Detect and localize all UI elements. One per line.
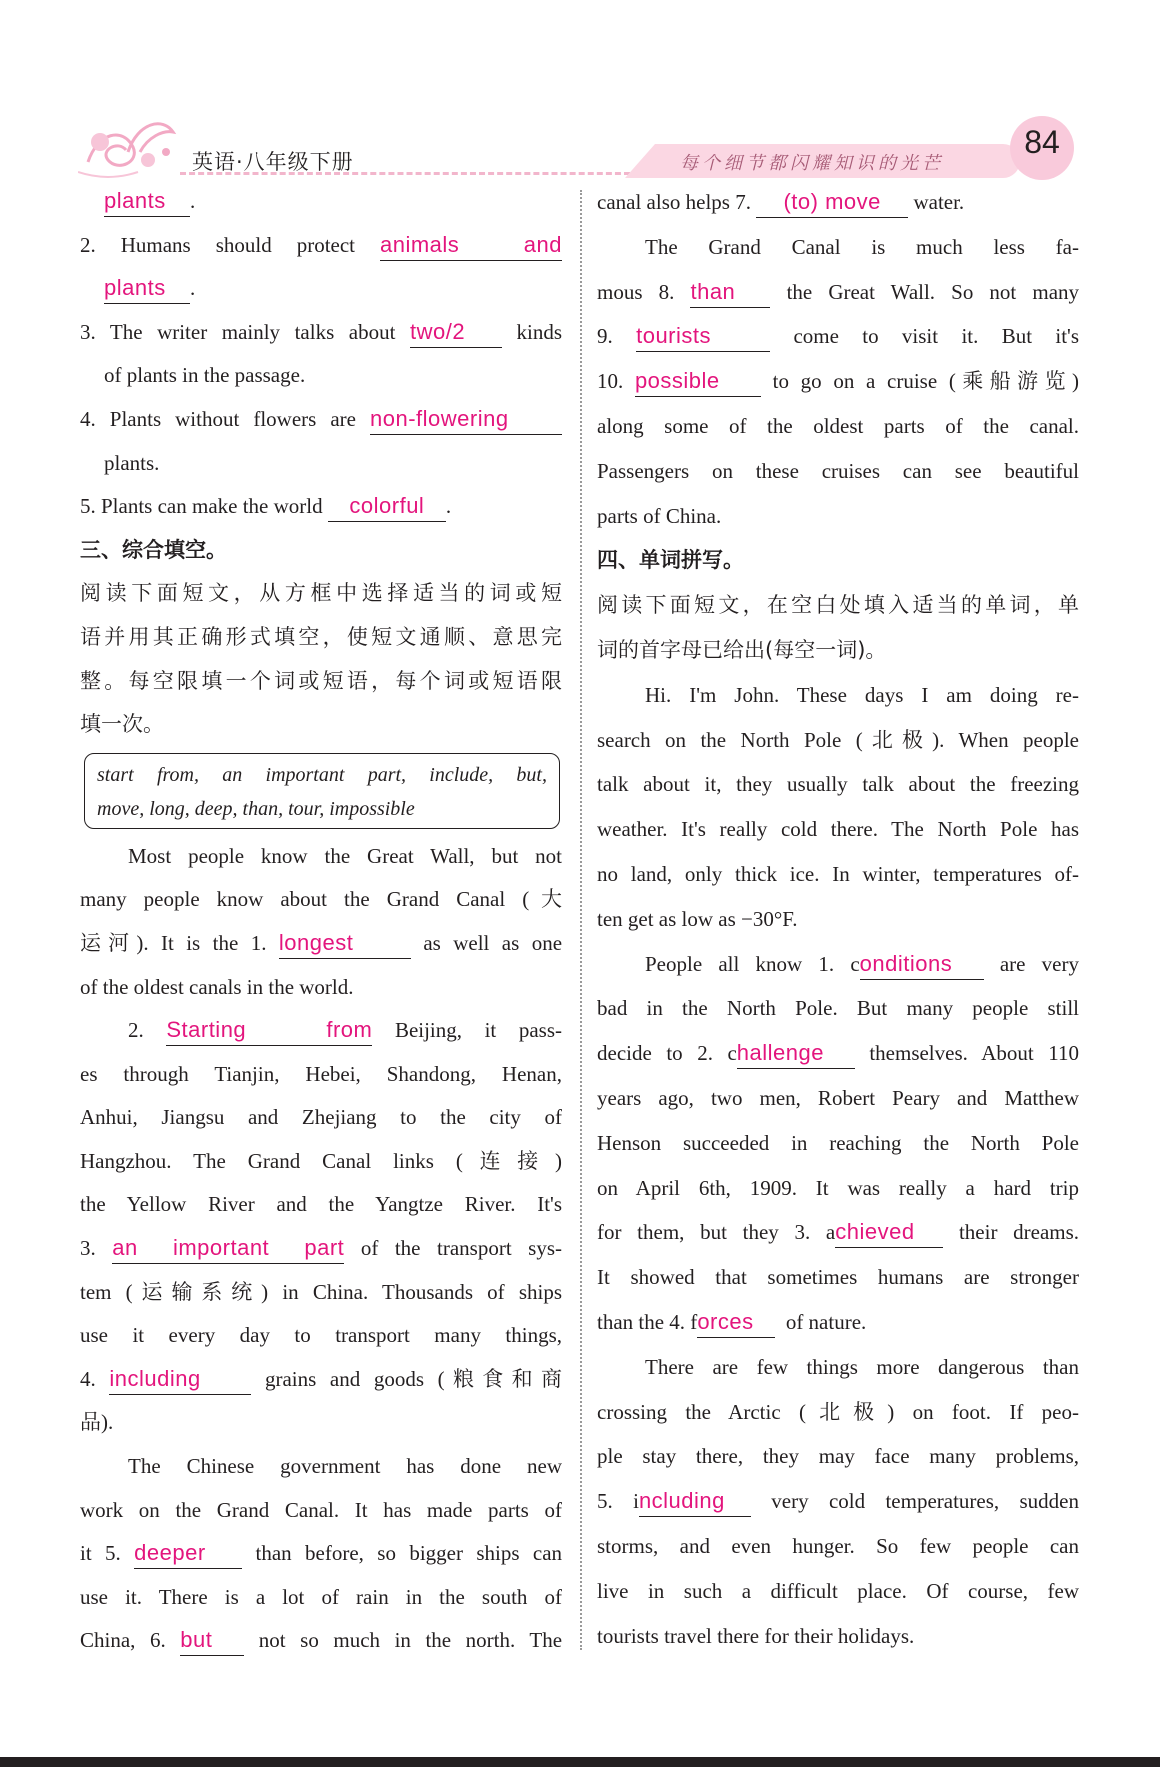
passage-line: People all know 1. conditions are very	[597, 942, 1079, 987]
passage-line: search on the North Pole (北极). When people	[597, 727, 1079, 752]
passage-line: canal also helps 7. (to) move water.	[597, 180, 1079, 225]
answer-blank: colorful	[328, 492, 446, 522]
page-header	[0, 0, 1160, 190]
passage-line: work on the Grand Canal. It has made parts of	[80, 1497, 562, 1522]
section-3-title: 三、综合填空。	[80, 537, 227, 562]
passage-line: es through Tianjin, Hebei, Shandong, Henan,	[80, 1061, 562, 1086]
passage-line: bad in the North Pole. But many people still	[597, 996, 1079, 1021]
passage-line: mous 8. than the Great Wall. So not many	[597, 270, 1079, 315]
page-number: 84	[1024, 124, 1060, 160]
passage-line: Most people know the Great Wall, but not	[128, 843, 562, 868]
passage-line: decide to 2. challenge themselves. About 110	[597, 1031, 1079, 1076]
passage-line: Anhui, Jiangsu and Zhejiang to the city of	[80, 1105, 562, 1130]
bottom-edge-bar	[0, 1757, 1160, 1767]
passage-line: along some of the oldest parts of the canal.	[597, 413, 1079, 438]
question-4: 4. Plants without flowers are non-flowering	[80, 398, 562, 442]
passage-line: tem (运输系统) in China. Thousands of ships	[80, 1279, 562, 1304]
word-bank-line: move, long, deep, than, tour, impossible	[97, 797, 415, 820]
right-column	[597, 180, 1079, 1658]
answer-blank: longest	[279, 929, 411, 959]
answer-blank: orces	[697, 1308, 775, 1338]
passage-line: use it every day to transport many things,	[80, 1323, 562, 1348]
answer-blank: Starting from	[166, 1016, 372, 1046]
passage-line: 5. including very cold temperatures, sudden	[597, 1479, 1079, 1524]
passage-line: 品).	[80, 1410, 114, 1435]
answer-blank: possible	[635, 367, 761, 397]
answer-blank: than	[690, 278, 770, 308]
passage-line: It showed that sometimes humans are stronger	[597, 1265, 1079, 1290]
question-3: 3. The writer mainly talks about two/2 kinds	[80, 311, 562, 355]
passage-line: it 5. deeper than before, so bigger ships can	[80, 1532, 562, 1576]
answer-blank: ncluding	[639, 1487, 751, 1517]
question-2-cont: plants .	[80, 267, 562, 311]
passage-line: the Yellow River and the Yangtze River. It's	[80, 1192, 562, 1217]
passage-line: The Chinese government has done new	[128, 1454, 562, 1479]
left-column	[80, 180, 562, 1663]
section-3-instruction: 语并用其正确形式填空，使短文通顺、意思完	[80, 624, 562, 649]
question-2: 2. Humans should protect animals and	[80, 224, 562, 268]
word-bank-line: start from, an important part, include, but,	[97, 763, 547, 786]
answer-blank: plants	[104, 274, 190, 304]
header-dashed-rule	[180, 172, 630, 175]
answer-blank: (to) move	[756, 188, 908, 218]
passage-line: ple stay there, they may face many problems,	[597, 1444, 1079, 1469]
question-5: 5. Plants can make the world colorful .	[80, 485, 562, 529]
passage-line: tourists travel there for their holidays.	[597, 1623, 915, 1648]
answer-blank: plants	[104, 187, 190, 217]
passage-line: talk about it, they usually talk about the freezing	[597, 772, 1079, 797]
word-bank-box	[84, 753, 560, 829]
answer-blank: tourists	[636, 322, 770, 352]
answer-blank: an important part	[112, 1234, 344, 1264]
passage-line: The Grand Canal is much less fa-	[645, 234, 1079, 259]
answer-blank: deeper	[134, 1539, 242, 1569]
flower-flourish-icon	[78, 112, 178, 182]
question-3-cont: of plants in the passage.	[104, 363, 306, 388]
passage-line: years ago, two men, Robert Peary and Matthew	[597, 1085, 1079, 1110]
answer-blank: onditions	[860, 950, 984, 980]
section-3-instruction: 阅读下面短文，从方框中选择适当的词或短	[80, 581, 562, 606]
passage-line: Hangzhou. The Grand Canal links (连接)	[80, 1148, 562, 1173]
passage-line: many people know about the Grand Canal (大	[80, 887, 562, 912]
passage-line: storms, and even hunger. So few people can	[597, 1533, 1079, 1558]
passage-line: 9. tourists come to visit it. But it's	[597, 314, 1079, 359]
answer-blank: two/2	[410, 318, 502, 348]
passage-line: 2. Starting from Beijing, it pass-	[80, 1009, 562, 1053]
question-4-cont: plants.	[104, 450, 160, 475]
answer-blank: animals and	[380, 231, 562, 261]
answer-blank: non-flowering	[370, 405, 562, 435]
passage-line: 4. including grains and goods (粮食和商	[80, 1358, 562, 1402]
passage-line: 10. possible to go on a cruise (乘船游览)	[597, 359, 1079, 404]
passage-line: weather. It's really cold there. The North Pole has	[597, 817, 1079, 842]
passage-line: crossing the Arctic (北极) on foot. If peo-	[597, 1399, 1079, 1424]
passage-line: Henson succeeded in reaching the North Pole	[597, 1130, 1079, 1155]
passage-line: Passengers on these cruises can see beautiful	[597, 458, 1079, 483]
answer-blank: including	[109, 1365, 251, 1395]
section-3-instruction: 填一次。	[80, 712, 164, 737]
passage-line: on April 6th, 1909. It was really a hard trip	[597, 1175, 1079, 1200]
banner-slogan: 每个细节都闪耀知识的光芒	[680, 153, 944, 174]
passage-line: live in such a difficult place. Of course, few	[597, 1578, 1079, 1603]
passage-line: of the oldest canals in the world.	[80, 974, 354, 999]
answer-blank: but	[180, 1626, 244, 1656]
section-3-instruction: 整。每空限填一个词或短语，每个词或短语限	[80, 668, 562, 693]
passage-line: parts of China.	[597, 503, 722, 528]
passage-line: for them, but they 3. achieved their dreams.	[597, 1210, 1079, 1255]
section-4-instruction: 词的首字母已给出(每空一词)。	[597, 637, 887, 662]
passage-line: Hi. I'm John. These days I am doing re-	[645, 682, 1079, 707]
section-4-title: 四、单词拼写。	[597, 548, 744, 573]
passage-line: no land, only thick ice. In winter, temperatures of-	[597, 861, 1079, 886]
passage-line: 运河). It is the 1. longest as well as one	[80, 922, 562, 966]
column-divider	[580, 190, 582, 1650]
q1-continuation: plants .	[80, 180, 562, 224]
passage-line: ten get as low as −30°F.	[597, 906, 798, 931]
section-4-instruction: 阅读下面短文，在空白处填入适当的单词，单	[597, 593, 1079, 618]
passage-line: use it. There is a lot of rain in the south of	[80, 1584, 562, 1609]
book-title: 英语·八年级下册	[192, 150, 354, 174]
passage-line: 3. an important part of the transport sys-	[80, 1227, 562, 1271]
passage-line: China, 6. but not so much in the north. The	[80, 1619, 562, 1663]
answer-blank: chieved	[835, 1218, 943, 1248]
passage-line: than the 4. forces of nature.	[597, 1300, 1079, 1345]
passage-line: There are few things more dangerous than	[645, 1354, 1079, 1379]
answer-blank: hallenge	[737, 1039, 855, 1069]
